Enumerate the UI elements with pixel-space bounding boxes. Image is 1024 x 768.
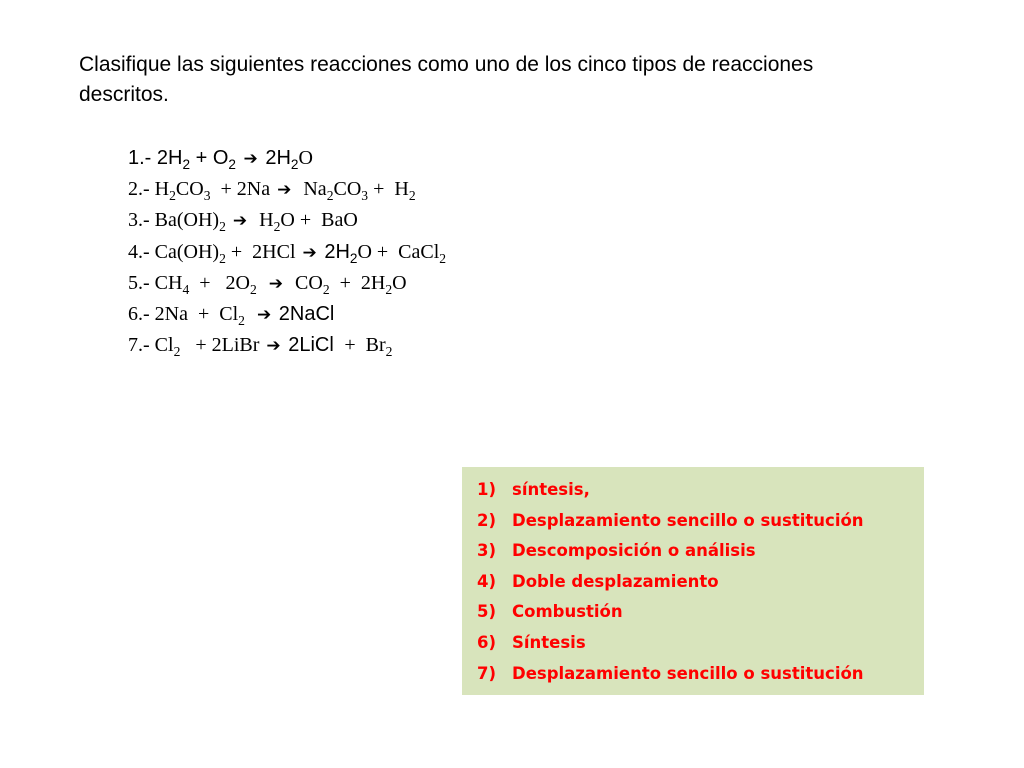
reaction-item: 7.- $Cl_2$ + 2LiBr ➔ 2LiCl + $Br_2$ [128, 330, 446, 361]
answer-label: Doble desplazamiento [512, 571, 719, 591]
answer-item [477, 475, 914, 506]
arrow-icon: ➔ [266, 336, 281, 357]
answer-number: 6) [477, 632, 497, 652]
arrow-icon: ➔ [302, 242, 317, 263]
answer-item [477, 659, 914, 690]
arrow-icon: ➔ [243, 149, 258, 169]
answer-label: Desplazamiento sencillo o sustitución [512, 663, 864, 683]
answer-label: Combustión [512, 602, 623, 622]
reaction-item: 1.- $2H_2 + O_2$ ➔ $2H_2O$ [128, 143, 446, 174]
answer-label: síntesis, [512, 480, 590, 499]
answer-item [477, 597, 914, 628]
reaction-item: 3.- $Ba(OH)_2$ ➔ $H_2O$ + BaO [128, 205, 446, 236]
instructions-text: Clasifique las siguientes reacciones como uno de los cinco tipos de reacciones descritos. [79, 53, 814, 106]
answer-key-box [462, 467, 924, 695]
reaction-item: 4.- $Ca(OH)_2 + 2HCl$ ➔ $2H_2O$ + CaCl$_2$ [128, 237, 446, 268]
answer-number: 3) [477, 541, 497, 561]
answer-label: Síntesis [512, 632, 586, 652]
answer-number: 5) [477, 602, 497, 622]
reaction-item: 2.- $H_2CO_3 + 2Na$ ➔ $Na_2CO_3 + H_2$ [128, 174, 446, 205]
answer-item [477, 506, 914, 537]
answer-number: 1) [477, 480, 497, 499]
arrow-icon: ➔ [268, 273, 284, 294]
reaction-list [128, 143, 446, 361]
answer-item [477, 536, 914, 567]
answer-label: Desplazamiento sencillo o sustitución [512, 510, 864, 530]
arrow-icon: ➔ [256, 304, 272, 325]
answer-item [477, 567, 914, 598]
reaction-item: 6.- $2Na + Cl_2$ ➔ 2NaCl [128, 299, 446, 330]
answer-label: Descomposición o análisis [512, 541, 756, 561]
answer-number: 2) [477, 510, 497, 530]
answer-number: 4) [477, 571, 497, 591]
reaction-item: 5.- $CH_4 + 2O_2$ ➔ $CO_2 + 2H_2O$ [128, 268, 446, 299]
answer-item [477, 628, 914, 659]
arrow-icon: ➔ [277, 180, 292, 201]
arrow-icon: ➔ [232, 211, 248, 232]
answer-number: 7) [477, 663, 497, 683]
